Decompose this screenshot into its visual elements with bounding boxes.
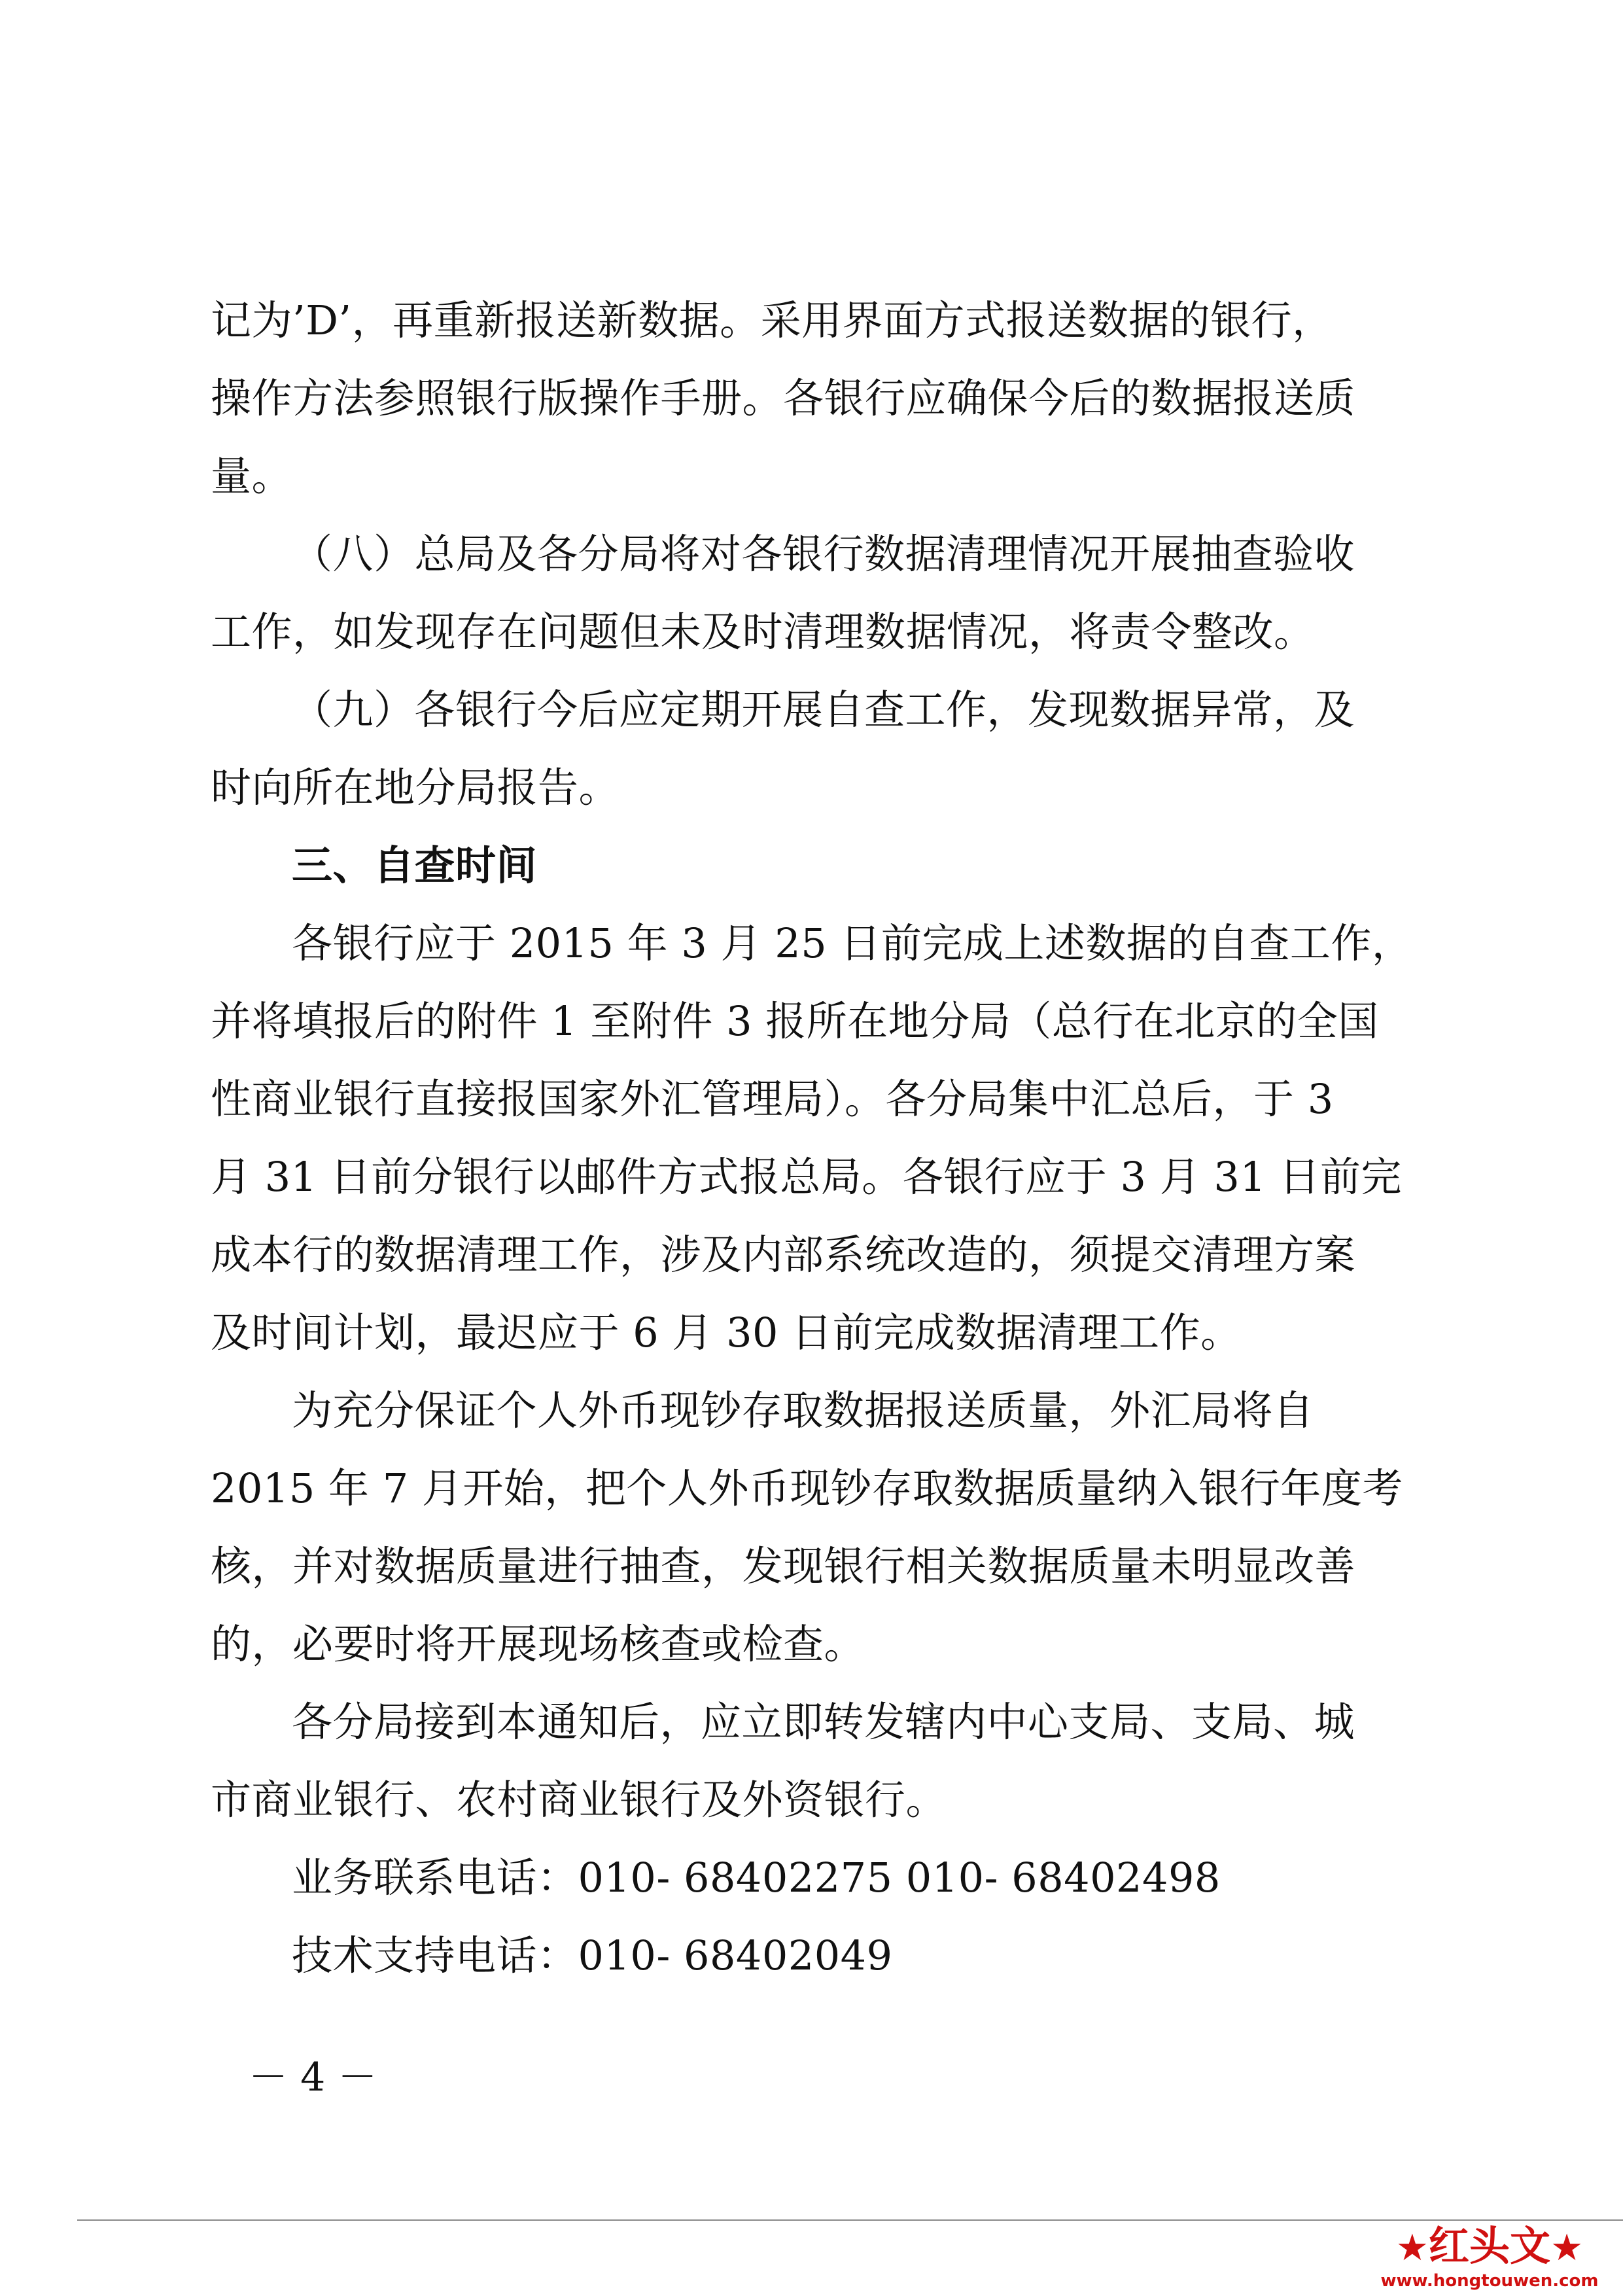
body-text-line: 市商业银行、农村商业银行及外资银行。 <box>211 1776 947 1824</box>
watermark-url: www.hongtouwen.com <box>1380 2271 1599 2291</box>
body-text-line: 工作，如发现存在问题但未及时清理数据情况，将责令整改。 <box>211 608 1315 656</box>
body-text-line: 的，必要时将开展现场核查或检查。 <box>211 1620 865 1668</box>
body-text-line: 为充分保证个人外币现钞存取数据报送质量，外汇局将自 <box>292 1386 1314 1434</box>
body-text-line: 量。 <box>211 452 293 500</box>
body-text-line: 成本行的数据清理工作，涉及内部系统改造的，须提交清理方案 <box>211 1231 1356 1279</box>
body-text-line: 各分局接到本通知后，应立即转发辖内中心支局、支局、城 <box>292 1698 1355 1746</box>
document-body <box>211 281 1414 1994</box>
item-nine-line: （九）各银行今后应定期开展自查工作，发现数据异常，及 <box>292 686 1355 733</box>
tech-support-phone: 技术支持电话：010- 68402049 <box>292 1932 893 1979</box>
section-heading: 三、自查时间 <box>292 841 538 889</box>
watermark-title-row <box>1362 2223 1617 2271</box>
star-icon: ★ <box>1550 2227 1584 2269</box>
watermark-logo <box>1362 2223 1617 2294</box>
body-text-line: 并将填报后的附件 1 至附件 3 报所在地分局（总行在北京的全国 <box>211 997 1379 1045</box>
body-text-line: 各银行应于 2015 年 3 月 25 日前完成上述数据的自查工作， <box>292 919 1413 967</box>
body-text-line: 操作方法参照银行版操作手册。各银行应确保今后的数据报送质 <box>211 374 1356 422</box>
body-text-line: 时向所在地分局报告。 <box>211 764 620 811</box>
footer-divider <box>77 2219 1623 2221</box>
star-icon: ★ <box>1395 2227 1429 2269</box>
body-text-line: 性商业银行直接报国家外汇管理局）。各分局集中汇总后，于 3 <box>211 1075 1334 1123</box>
body-text-line: 2015 年 7 月开始，把个人外币现钞存取数据质量纳入银行年度考 <box>211 1464 1403 1512</box>
item-eight-line: （八）总局及各分局将对各银行数据清理情况开展抽查验收 <box>292 530 1355 578</box>
body-text-line: 核，并对数据质量进行抽查，发现银行相关数据质量未明显改善 <box>211 1542 1356 1590</box>
page-number: － 4 － <box>249 2055 377 2100</box>
body-text-line: 月 31 日前分银行以邮件方式报总局。各银行应于 3 月 31 日前完 <box>211 1153 1402 1201</box>
business-contact-phone: 业务联系电话：010- 68402275 010- 68402498 <box>292 1854 1221 1901</box>
body-text-line: 及时间计划，最迟应于 6 月 30 日前完成数据清理工作。 <box>211 1309 1242 1356</box>
body-text-line: 记为’D’，再重新报送新数据。采用界面方式报送数据的银行， <box>211 296 1333 344</box>
watermark-title: 红头文 <box>1428 2222 1550 2270</box>
